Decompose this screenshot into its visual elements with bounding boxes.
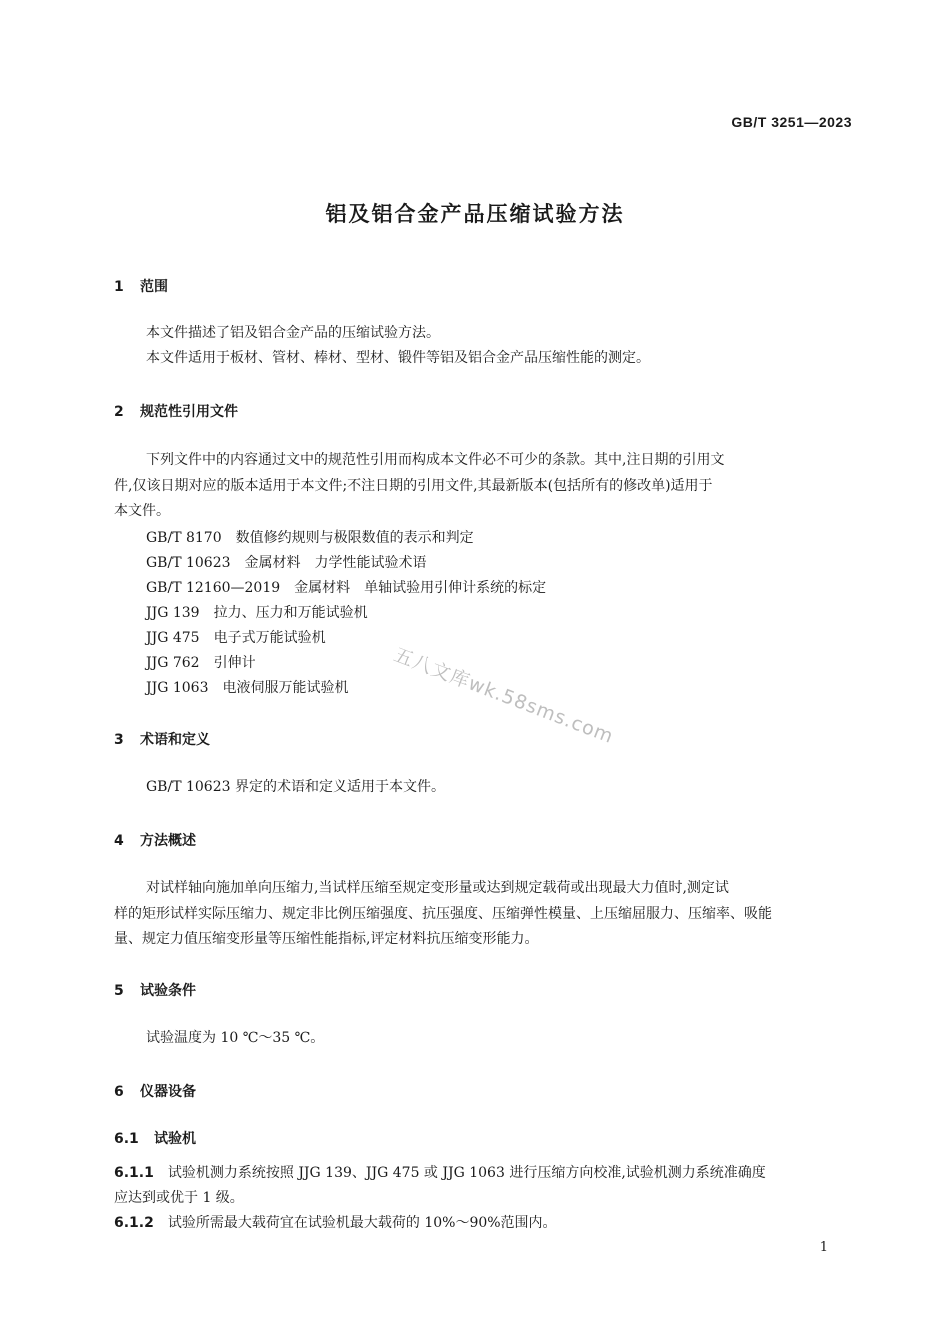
clause-6-1-1 <box>114 1161 766 1211</box>
section-2-paragraph <box>114 448 854 525</box>
section-1-heading <box>114 276 168 296</box>
page-number: 1 <box>819 1240 828 1255</box>
paragraph-line: 样的矩形试样实际压缩力、规定非比例压缩强度、抗压强度、压缩弹性模量、上压缩屈服力、压缩率、吸能 <box>114 905 772 922</box>
paragraph-line: 量、规定力值压缩变形量等压缩性能指标,评定材料抗压缩变形能力。 <box>114 931 539 947</box>
reference-item <box>146 552 427 572</box>
section-4-paragraph <box>114 876 854 953</box>
reference-name: 数值修约规则与极限数值的表示和判定 <box>235 530 474 546</box>
reference-code: GB/T 12160—2019 <box>146 580 281 596</box>
standard-code: GB/T 3251—2023 <box>731 114 852 130</box>
reference-name: 金属材料 力学性能试验术语 <box>244 555 427 571</box>
section-title: 规范性引用文件 <box>140 404 238 420</box>
section-number: 3 <box>114 732 124 748</box>
reference-item <box>146 677 349 697</box>
paragraph-line: 对试样轴向施加单向压缩力,当试样压缩至规定变形量或达到规定载荷或出现最大力值时,测定试 <box>146 880 729 896</box>
section-5-line: 试验温度为 10 ℃～35 ℃。 <box>146 1030 325 1046</box>
clause-line: 应达到或优于 1 级。 <box>114 1190 244 1206</box>
reference-item <box>146 527 474 547</box>
paragraph-line: 件,仅该日期对应的版本适用于本文件;不注日期的引用文件,其最新版本(包括所有的修改单)适用于 <box>114 477 713 494</box>
reference-name: 电液伺服万能试验机 <box>222 680 349 696</box>
section-number: 2 <box>114 404 124 420</box>
reference-item <box>146 652 256 672</box>
section-title: 范围 <box>140 279 168 295</box>
section-number: 4 <box>114 833 124 849</box>
paragraph-line: 本文件。 <box>114 503 170 519</box>
section-1-line-2: 本文件适用于板材、管材、棒材、型材、锻件等铝及铝合金产品压缩性能的测定。 <box>146 350 650 366</box>
section-number: 5 <box>114 983 124 999</box>
reference-code: GB/T 8170 <box>146 530 222 546</box>
reference-name: 拉力、压力和万能试验机 <box>213 605 368 621</box>
reference-code: JJG 475 <box>146 630 200 646</box>
reference-code: JJG 1063 <box>146 680 209 696</box>
section-4-heading <box>114 830 196 850</box>
section-title: 方法概述 <box>140 833 196 849</box>
section-2-heading <box>114 401 238 421</box>
clause-number: 6.1.1 <box>114 1165 154 1181</box>
reference-code: JJG 139 <box>146 605 200 621</box>
reference-code: JJG 762 <box>146 655 200 671</box>
reference-name: 金属材料 单轴试验用引伸计系统的标定 <box>294 580 547 596</box>
section-1-line-1: 本文件描述了铝及铝合金产品的压缩试验方法。 <box>146 325 440 341</box>
reference-name: 电子式万能试验机 <box>213 630 326 646</box>
subsection-6-1-heading <box>114 1128 196 1148</box>
clause-number: 6.1.2 <box>114 1215 154 1231</box>
clause-6-1-2 <box>114 1211 557 1236</box>
section-title: 术语和定义 <box>140 732 210 748</box>
subsection-number: 6.1 <box>114 1131 139 1147</box>
clause-line: 试验所需最大载荷宜在试验机最大载荷的 10%～90%范围内。 <box>167 1215 557 1231</box>
section-number: 6 <box>114 1084 124 1100</box>
section-title: 仪器设备 <box>140 1084 196 1100</box>
reference-code: GB/T 10623 <box>146 555 231 571</box>
reference-item <box>146 577 546 597</box>
section-number: 1 <box>114 279 124 295</box>
reference-name: 引伸计 <box>213 655 256 671</box>
reference-item <box>146 627 326 647</box>
document-title: 铝及铝合金产品压缩试验方法 <box>325 202 625 226</box>
watermark: 五八文库wk.58sms.com <box>390 643 617 749</box>
subsection-title: 试验机 <box>154 1131 196 1147</box>
paragraph-line: 下列文件中的内容通过文中的规范性引用而构成本文件必不可少的条款。其中,注日期的引用文 <box>146 452 725 468</box>
section-3-line: GB/T 10623 界定的术语和定义适用于本文件。 <box>146 779 445 795</box>
section-6-heading <box>114 1081 196 1101</box>
section-3-heading <box>114 729 210 749</box>
clause-line: 试验机测力系统按照 JJG 139、JJG 475 或 JJG 1063 进行压缩方向校准,试验机测力系统准确度 <box>167 1165 766 1181</box>
section-title: 试验条件 <box>140 983 196 999</box>
reference-item <box>146 602 368 622</box>
section-5-heading <box>114 980 196 1000</box>
